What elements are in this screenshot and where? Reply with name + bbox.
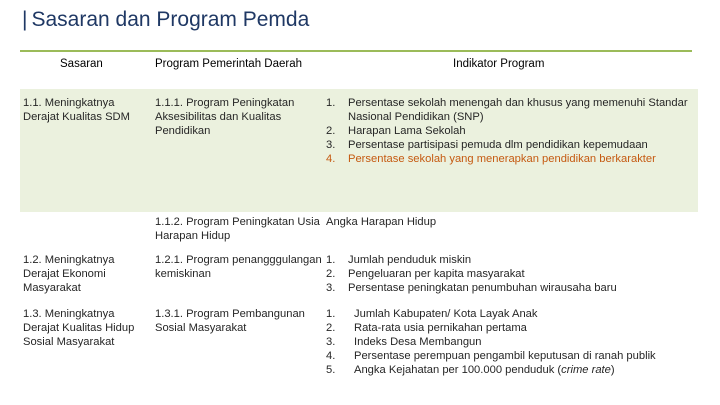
item-suffix-open: ( xyxy=(554,364,562,376)
item-number: 1. xyxy=(326,308,336,320)
header-indikator: Indikator Program xyxy=(453,58,545,70)
item-number: 1. xyxy=(326,97,336,109)
cell-program: 1.2.1. Program penangggulangan kemiskinan xyxy=(155,254,322,280)
item-text: Jumlah Kabupaten/ Kota Layak Anak xyxy=(354,308,538,320)
cell-program: 1.1.1. Program Peningkatan Aksesibilitas dan Kualitas Pendidikan xyxy=(155,97,295,137)
cell-sasaran: 1.3. Meningkatnya Derajat Kualitas Hidup Sosial Masyarakat xyxy=(23,308,135,348)
list-item xyxy=(326,335,698,349)
list-item xyxy=(326,321,698,335)
indikator-list xyxy=(326,253,698,295)
cell-sasaran: 1.2. Meningkatnya Derajat Ekonomi Masyarakat xyxy=(23,254,115,294)
list-item xyxy=(326,307,698,321)
item-text: Persentase sekolah menengah dan khusus yang memenuhi Standar Nasional Pendidikan (SNP) xyxy=(348,97,688,123)
list-item xyxy=(326,138,698,152)
item-number: 2. xyxy=(326,268,336,280)
item-number: 4. xyxy=(326,153,336,165)
cell-indikator xyxy=(326,96,698,166)
list-item xyxy=(326,281,698,295)
item-number: 5. xyxy=(326,364,336,376)
item-number: 4. xyxy=(326,350,336,362)
item-text: Persentase perempuan pengambil keputusan di ranah publik xyxy=(354,350,656,362)
item-number: 2. xyxy=(326,322,336,334)
item-text: Persentase partisipasi pemuda dlm pendidikan kepemudaan xyxy=(348,139,648,151)
item-italic-term: crime rate xyxy=(561,364,611,376)
item-text: Rata-rata usia pernikahan pertama xyxy=(354,322,527,334)
item-number: 3. xyxy=(326,282,336,294)
cell-program: 1.3.1. Program Pembangunan Sosial Masyarakat xyxy=(155,308,305,334)
item-number: 3. xyxy=(326,336,336,348)
item-number: 1. xyxy=(326,254,336,266)
page-title-text: Sasaran dan Program Pemda xyxy=(31,8,310,31)
cell-indikator xyxy=(326,307,698,377)
list-item xyxy=(326,253,698,267)
item-suffix-close: ) xyxy=(610,364,615,376)
list-item xyxy=(326,124,698,138)
title-bar: | xyxy=(22,8,28,31)
item-number: 3. xyxy=(326,139,336,151)
list-item xyxy=(326,267,698,281)
list-item xyxy=(326,363,698,377)
item-text: Persentase peningkatan penumbuhan wirausaha baru xyxy=(348,282,617,294)
cell-sasaran: 1.1. Meningkatnya Derajat Kualitas SDM xyxy=(23,97,130,123)
item-text: Pengeluaran per kapita masyarakat xyxy=(348,268,525,280)
list-item xyxy=(326,96,698,124)
indikator-list xyxy=(326,96,698,166)
item-text: Harapan Lama Sekolah xyxy=(348,125,466,137)
item-number: 2. xyxy=(326,125,336,137)
cell-program: 1.1.2. Program Peningkatan Usia Harapan Hidup xyxy=(155,216,320,242)
cell-indikator: Angka Harapan Hidup xyxy=(326,216,437,228)
indikator-list xyxy=(326,307,698,377)
title-rule xyxy=(20,50,692,52)
item-text: Persentase sekolah yang menerapkan pendidikan berkarakter xyxy=(348,153,656,165)
page-title xyxy=(22,8,309,32)
header-sasaran: Sasaran xyxy=(60,58,103,70)
list-item xyxy=(326,152,698,166)
header-program: Program Pemerintah Daerah xyxy=(155,58,303,70)
item-text: Jumlah penduduk miskin xyxy=(348,254,472,266)
list-item xyxy=(326,349,698,363)
cell-indikator xyxy=(326,253,698,295)
item-text: Angka Kejahatan per 100.000 penduduk xyxy=(354,364,555,376)
item-text: Indeks Desa Membangun xyxy=(354,336,482,348)
